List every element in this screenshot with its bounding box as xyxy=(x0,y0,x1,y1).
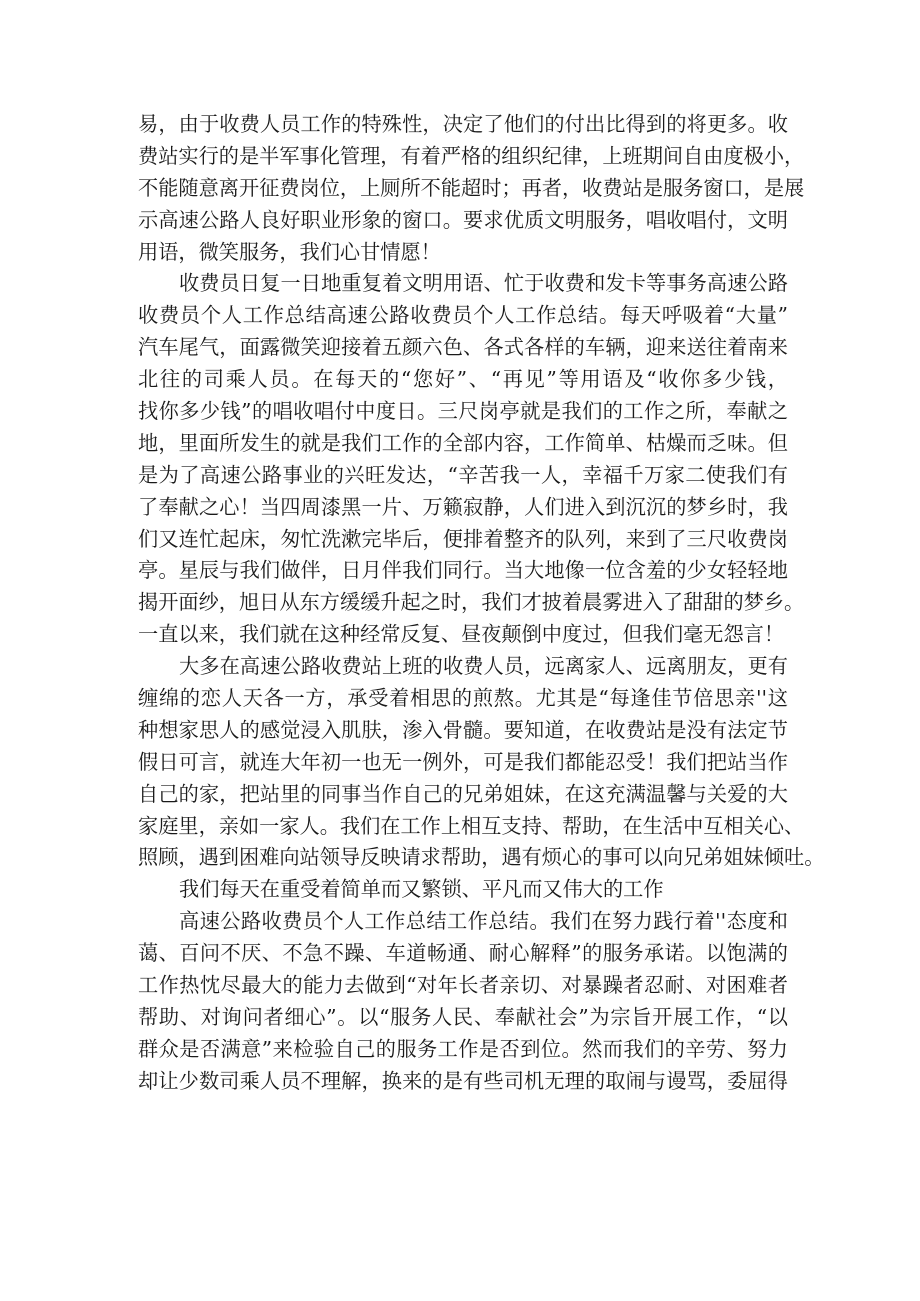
text-line: 种想家思人的感觉浸入肌肤，渗入骨髓。要知道，在收费站是没有法定节 xyxy=(138,717,788,742)
text-line: 一直以来，我们就在这种经常反复、昼夜颠倒中度过，但我们毫无怨言！ xyxy=(138,622,785,647)
text-line: 易，由于收费人员工作的特殊性，决定了他们的付出比得到的将更多。收 xyxy=(138,112,788,136)
text-line: 我们每天在重受着简单而又繁锁、平凡而又伟大的工作 xyxy=(179,877,664,902)
text-line: 群众是否满意”来检验自己的服务工作是否到位。然而我们的辛劳、努力 xyxy=(138,1036,788,1061)
text-line: 帮助、对询问者细心”。以“服务人民、奉献社会”为宗旨开展工作，“以 xyxy=(138,1004,788,1029)
text-line: 汽车尾气，面露微笑迎接着五颜六色、各式各样的车辆，迎来送往着南来 xyxy=(138,335,788,360)
text-line: 费站实行的是半军事化管理，有着严格的组织纪律，上班期间自由度极小， xyxy=(138,143,805,168)
text-line: 示高速公路人良好职业形象的窗口。要求优质文明服务，唱收唱付，文明 xyxy=(138,207,788,232)
text-line: 工作热忱尽最大的能力去做到“对年长者亲切、对暴躁者忍耐、对困难者 xyxy=(138,973,788,998)
document-page xyxy=(138,109,825,1098)
text-line: 用语，微笑服务，我们心甘情愿！ xyxy=(138,239,441,264)
text-line: 找你多少钱”的唱收唱付中度日。三尺岗亭就是我们的工作之所，奉献之 xyxy=(138,399,788,424)
text-line: 蔼、百问不厌、不急不躁、车道畅通、耐心解释”的服务承诺。以饱满的 xyxy=(138,941,788,966)
text-line: 缠绵的恋人天各一方，承受着相思的煎熬。尤其是“每逢佳节倍思亲''这 xyxy=(138,686,788,711)
text-line: 地，里面所发生的就是我们工作的全部内容，工作简单、枯燥而乏味。但 xyxy=(138,430,788,455)
text-line: 亭。星辰与我们做伴，日月伴我们同行。当大地像一位含羞的少女轻轻地 xyxy=(138,558,788,583)
text-line: 大多在高速公路收费站上班的收费人员，远离家人、远离朋友，更有 xyxy=(179,654,788,679)
text-line: 收费员个人工作总结高速公路收费员个人工作总结。每天呼吸着“大量” xyxy=(138,303,788,328)
text-line: 不能随意离开征费岗位，上厕所不能超时；再者，收费站是服务窗口，是展 xyxy=(138,175,805,200)
text-line: 家庭里，亲如一家人。我们在工作上相互支持、帮助，在生活中互相关心、 xyxy=(138,813,805,838)
text-line: 收费员日复一日地重复着文明用语、忙于收费和发卡等事务高速公路 xyxy=(179,271,788,296)
text-line: 自己的家，把站里的同事当作自己的兄弟姐妹，在这充满温馨与关爱的大 xyxy=(138,781,788,806)
text-line: 了奉献之心！当四周漆黑一片、万籁寂静，人们进入到沉沉的梦乡时，我 xyxy=(138,494,788,519)
text-line: 高速公路收费员个人工作总结工作总结。我们在努力践行着''态度和 xyxy=(179,909,788,934)
text-line: 们又连忙起床，匆忙洗漱完毕后，便排着整齐的队列，来到了三尺收费岗 xyxy=(138,526,788,551)
text-line: 却让少数司乘人员不理解，换来的是有些司机无理的取闹与谩骂，委屈得 xyxy=(138,1068,788,1093)
text-line: 是为了高速公路事业的兴旺发达，“辛苦我一人，幸福千万家二使我们有 xyxy=(138,462,788,487)
text-line: 北往的司乘人员。在每天的“您好”、“再见”等用语及“收你多少钱， xyxy=(138,367,788,392)
text-line: 照顾，遇到困难向站领导反映请求帮助，遇有烦心的事可以向兄弟姐妹倾吐。 xyxy=(138,845,825,870)
text-line: 揭开面纱，旭日从东方缓缓升起之时，我们才披着晨雾进入了甜甜的梦乡。 xyxy=(138,590,805,615)
text-line: 假日可言，就连大年初一也无一例外，可是我们都能忍受！我们把站当作 xyxy=(138,749,788,774)
